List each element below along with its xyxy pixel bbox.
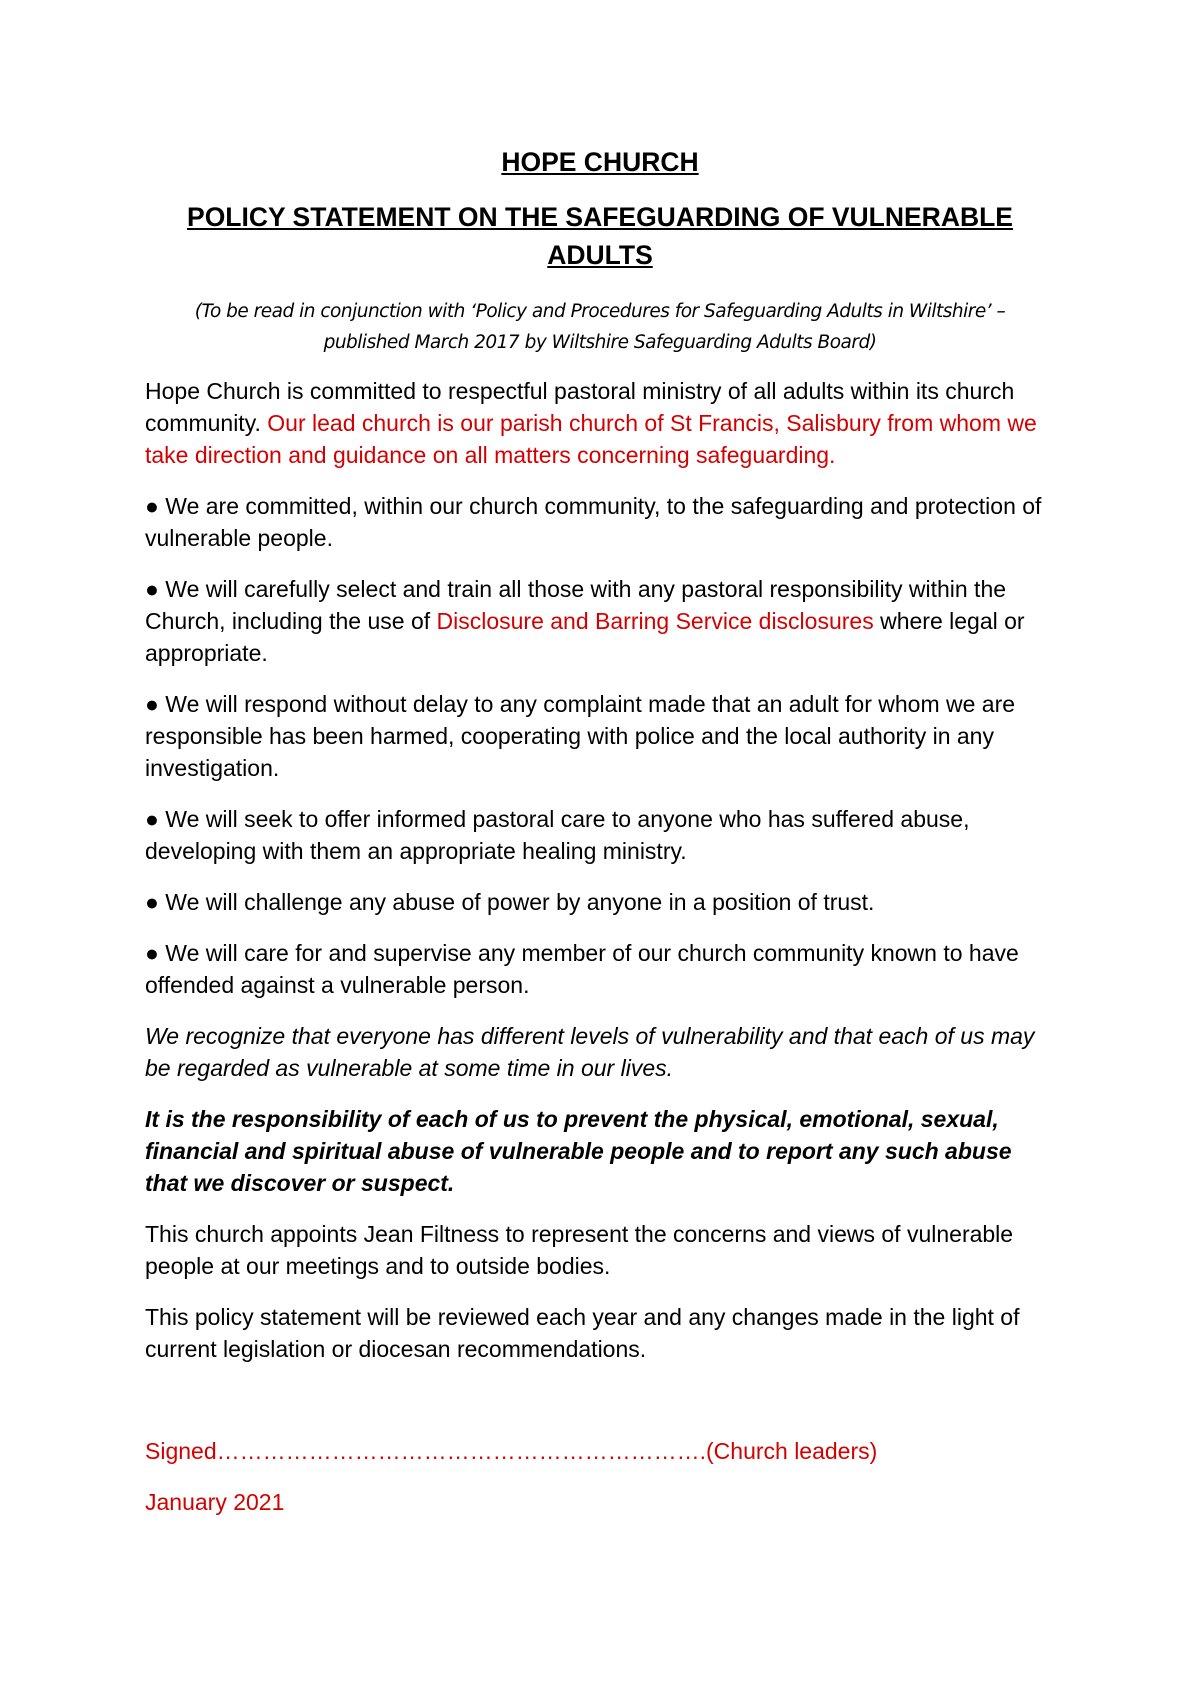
bullet-select-train-text-a: ● We will carefully select and train all those with any pastoral responsibility within the Church, including the use of: [145, 576, 1007, 634]
intro-paragraph: [145, 375, 1055, 471]
dbs-disclosures-text: Disclosure and Barring Service disclosures: [436, 608, 874, 634]
signature-line: Signed……………………………………………………….(Church leaders): [145, 1438, 878, 1464]
bullet-challenge-abuse: ● We will challenge any abuse of power by anyone in a position of trust.: [145, 889, 875, 915]
responsibility-statement: It is the responsibility of each of us to prevent the physical, emotional, sexual, financial and spiritual abuse of vulnerable people and to report any such abuse that we discover or suspect.: [145, 1106, 1012, 1196]
intro-lead-church-text: Our lead church is our parish church of St Francis, Salisbury from whom we take direction and guidance on all matters concerning safeguarding.: [145, 410, 1037, 468]
bullet-select-train: [145, 573, 1055, 669]
bullet-respond-complaint: ● We will respond without delay to any complaint made that an adult for whom we are responsible has been harmed, cooperating with police and the local authority in any investigation.: [145, 691, 1016, 781]
document-page: [145, 135, 1055, 1518]
bullet-select-train-text-b: where legal or appropriate.: [145, 608, 1025, 666]
intro-text: Hope Church is committed to respectful pastoral ministry of all adults within its church community.: [145, 378, 1015, 436]
reference-note: [145, 296, 1055, 358]
bullet-safeguarding-commitment: ● We are committed, within our church community, to the safeguarding and protection of vulnerable people.: [145, 493, 1042, 551]
bullet-pastoral-care: ● We will seek to offer informed pastoral care to anyone who has suffered abuse, developing with them an appropriate healing ministry.: [145, 806, 970, 864]
representative-paragraph: This church appoints Jean Filtness to represent the concerns and views of vulnerable people at our meetings and to outside bodies.: [145, 1221, 1014, 1279]
document-title: HOPE CHURCH: [501, 147, 699, 177]
review-paragraph: This policy statement will be reviewed each year and any changes made in the light of current legislation or diocesan recommendations.: [145, 1304, 1020, 1362]
document-date: January 2021: [145, 1489, 285, 1515]
reference-note-line1: (To be read in conjunction with ‘Policy and Procedures for Safeguarding Adults in Wiltshire’ –: [194, 301, 1006, 322]
vulnerability-statement: We recognize that everyone has different levels of vulnerability and that each of us may be regarded as vulnerable at some time in our lives.: [145, 1023, 1035, 1081]
document-subtitle: POLICY STATEMENT ON THE SAFEGUARDING OF VULNERABLE ADULTS: [187, 202, 1013, 270]
bullet-supervise-offenders: ● We will care for and supervise any member of our church community known to have offended against a vulnerable person.: [145, 940, 1019, 998]
reference-note-line2: published March 2017 by Wiltshire Safeguarding Adults Board): [323, 332, 877, 353]
